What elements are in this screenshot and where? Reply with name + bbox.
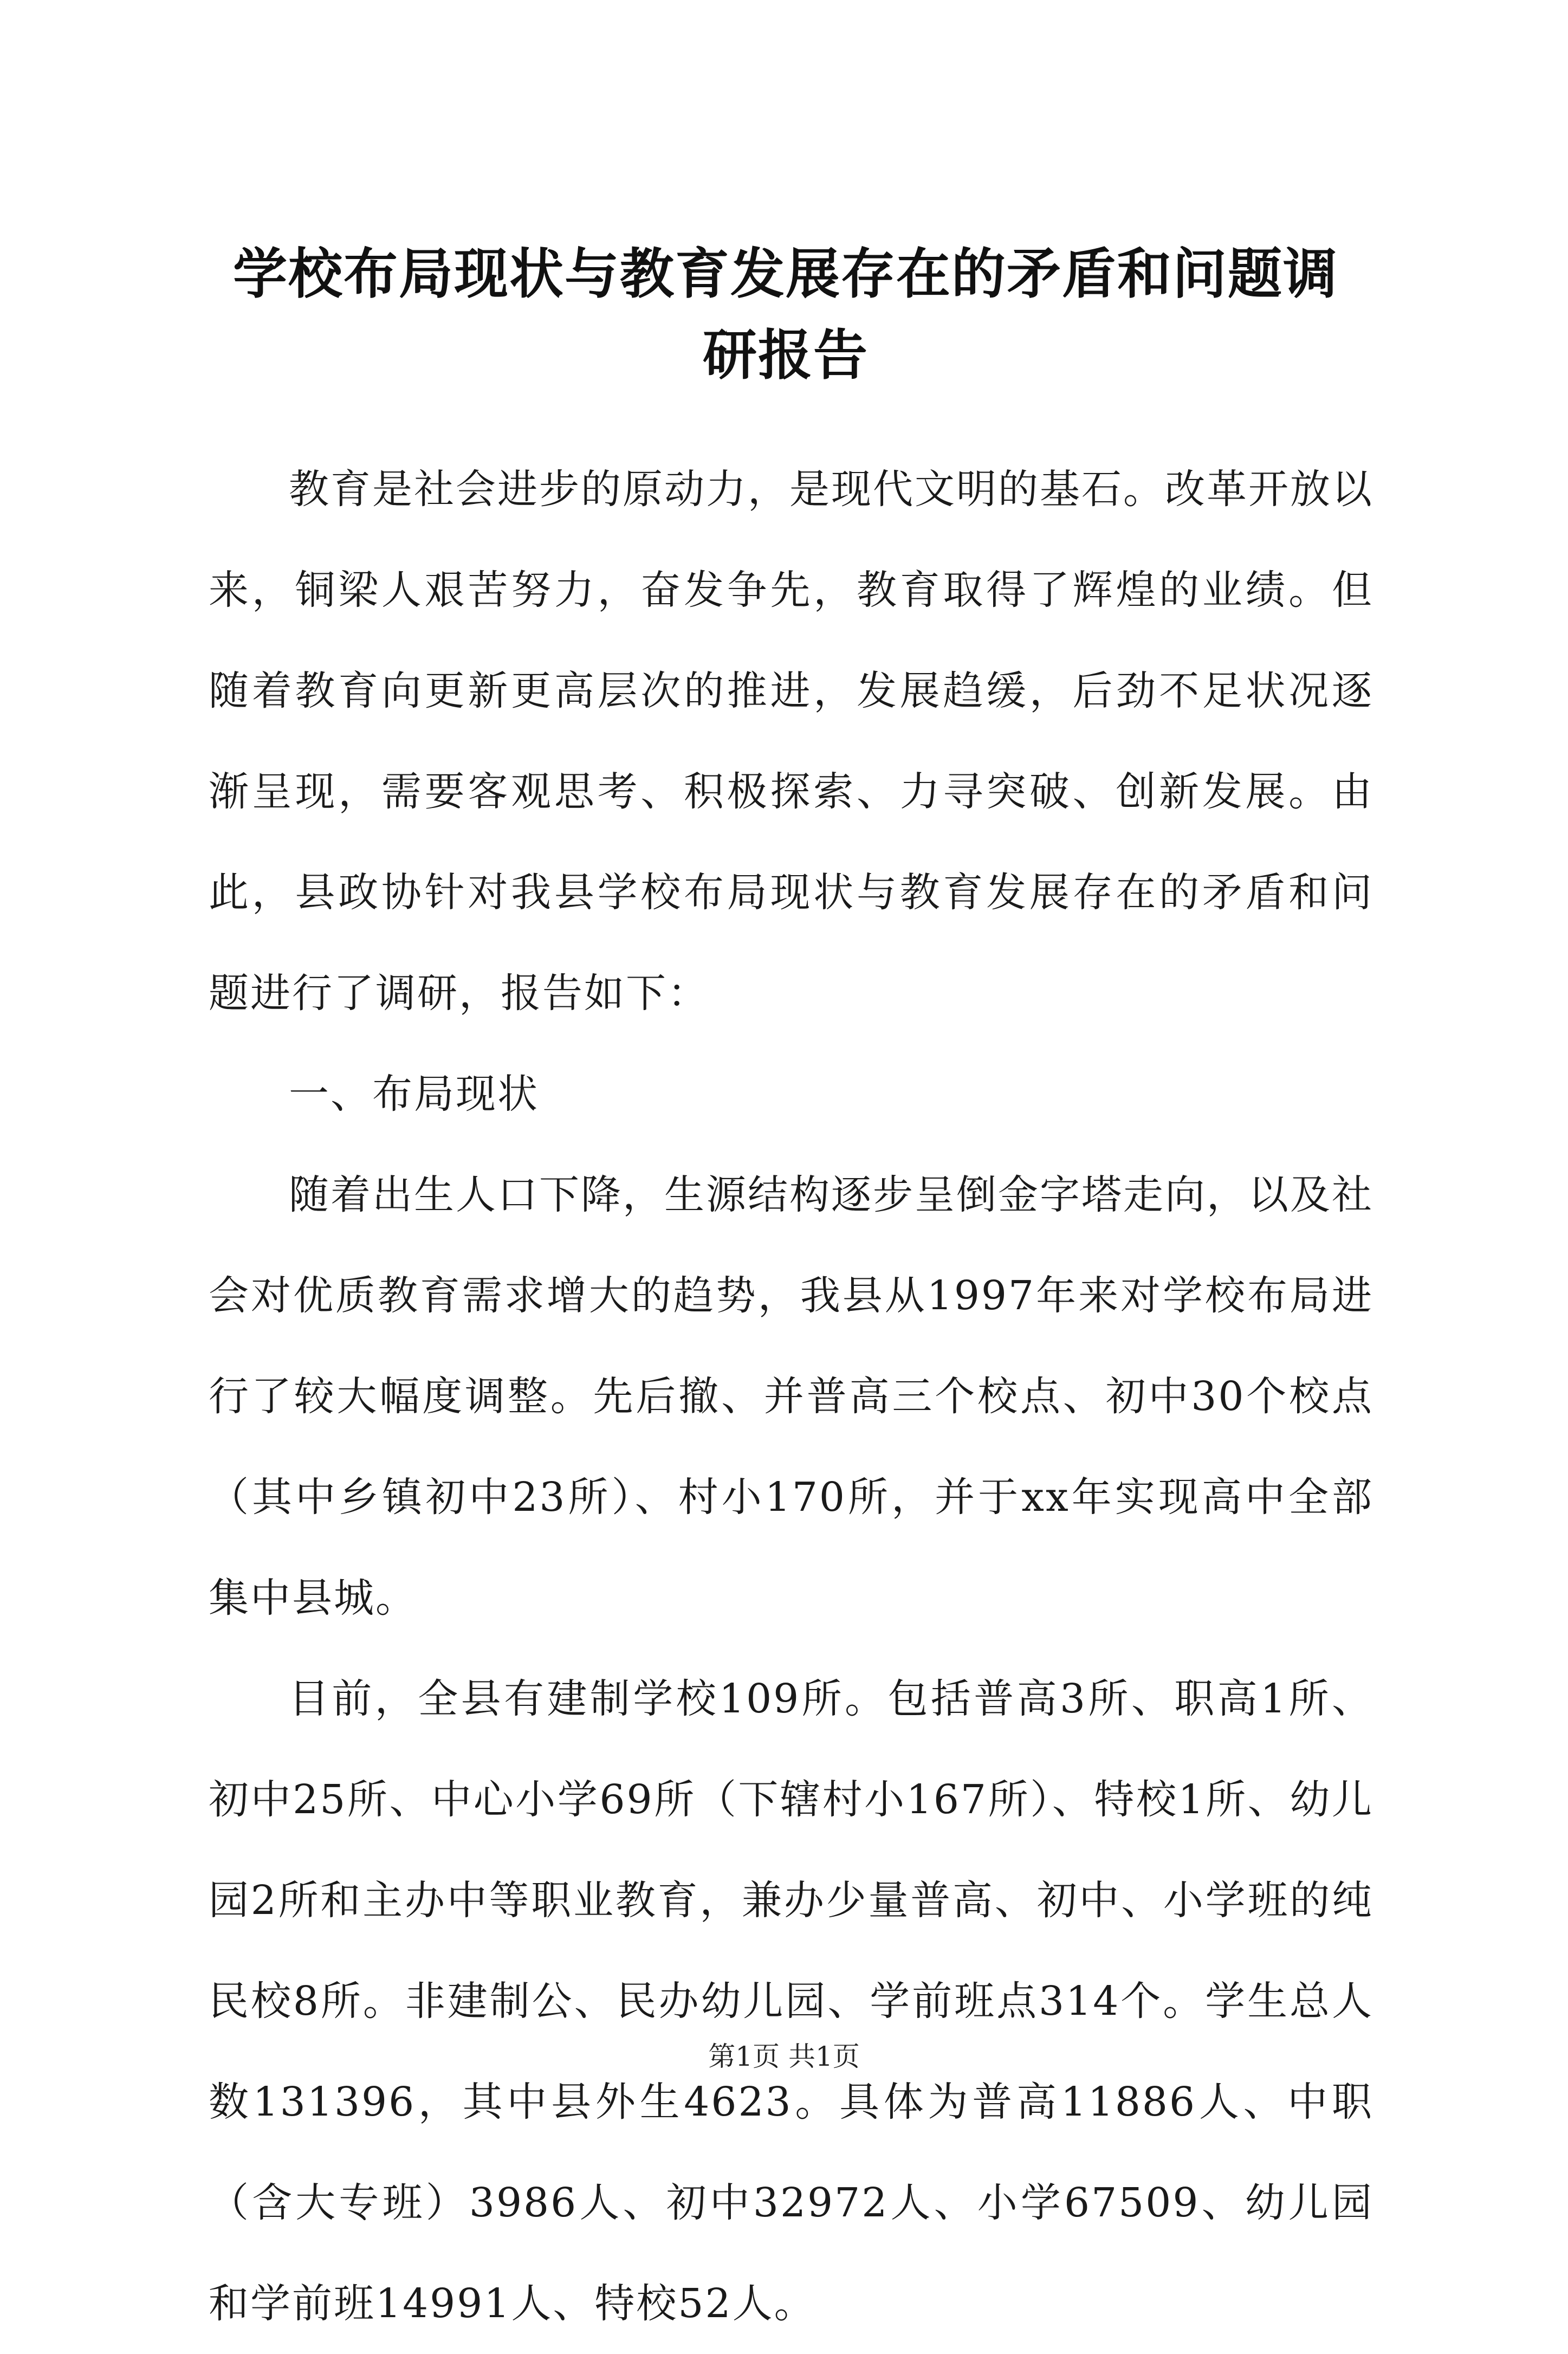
paragraph-intro: 教育是社会进步的原动力，是现代文明的基石。改革开放以来，铜梁人艰苦努力，奋发争先，教育取得了辉煌的业绩。但随着教育向更新更高层次的推进，发展趋缓，后劲不足状况逐渐呈现，需要客观思考、积极探索、力寻突破、创新发展。由此，县政协针对我县学校布局现状与教育发展存在的矛盾和问题进行了调研，报告如下：: [209, 466, 1373, 1017]
document-title: 学校布局现状与教育发展存在的矛盾和问题调研报告: [233, 242, 1338, 387]
section-heading-layout-status: 一、布局现状: [289, 1071, 539, 1117]
page-footer: 第1页 共1页: [708, 2041, 860, 2072]
paragraph-current-statistics: 目前，全县有建制学校109所。包括普高3所、职高1所、初中25所、中心小学69所（下辖村小167所）、特校1所、幼儿园2所和主办中等职业教育，兼办少量普高、初中、小学班的纯民校8所。非建制公、民办幼儿园、学前班点314个。学生总人数131396，其中县外生4623。具体为普高11886人、中职（含大专班）3986人、初中32972人、小学67509、幼儿园和学前班14991人、特校52人。: [209, 1676, 1373, 2327]
paragraph-layout-adjustment: 随着出生人口下降，生源结构逐步呈倒金字塔走向，以及社会对优质教育需求增大的趋势，我县从1997年来对学校布局进行了较大幅度调整。先后撤、并普高三个校点、初中30个校点（其中乡镇初中23所）、村小170所，并于xx年实现高中全部集中县城。: [209, 1172, 1373, 1621]
